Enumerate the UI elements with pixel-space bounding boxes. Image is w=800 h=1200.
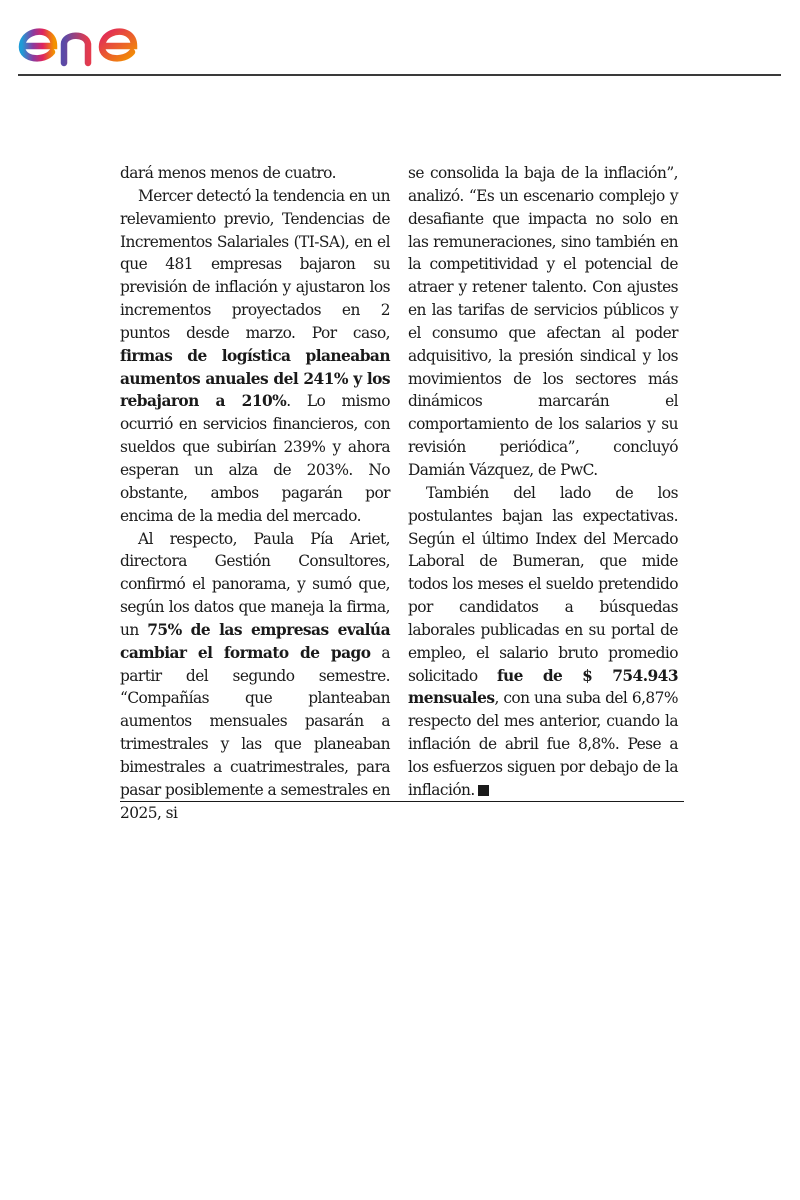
article-column-right xyxy=(408,162,678,799)
end-of-article-mark xyxy=(478,785,489,796)
article-column-left xyxy=(120,162,391,822)
enel-logo-mark xyxy=(16,4,196,72)
paragraph-text: . Lo mismo ocurrió en servicios financieros, con sueldos que subirían 239% y ahora esperan un alza de 203%. No obstante, ambos pagarán por encima de la media del mercado. xyxy=(120,392,390,525)
page-header xyxy=(0,0,800,76)
highlight-text: fue de $ 754.943 mensuales xyxy=(408,666,678,708)
header-divider xyxy=(18,74,781,76)
paragraph-text: se consolida la baja de la inflación”, analizó. “Es un escenario complejo y desafiante que impacta no solo en las remuneraciones, sino también en la competitividad y el potencial de atraer y retener talento. Con ajustes en las tarifas de servicios públicos y el consumo que afectan al poder adquisitivo, la presión sindical y los movimientos de los sectores más dinámicos marcarán el comportamiento de los salarios y su revisión periódica”, concluyó Damián Vázquez, de PwC. xyxy=(408,164,678,479)
article-body xyxy=(120,162,684,822)
paragraph-text: También del lado de los postulantes bajan las expectativas. Según el último Index del Mercado Laboral de Bumeran, que mide todos los meses el sueldo pretendido por candidatos a búsquedas laborales publicadas en su portal de empleo, el salario bruto promedio solicitado xyxy=(408,483,678,685)
paragraph-text: dará menos menos de cuatro. xyxy=(120,164,336,182)
highlight-text: firmas de logística planeaban aumentos anuales del 241% y los rebajaron a 210% xyxy=(120,346,390,411)
paragraph-text: Al respecto, Paula Pía Ariet, directora Gestión Consultores, confirmó el panorama, y sumó que, según los datos que maneja la firma, un xyxy=(120,529,390,639)
paragraph xyxy=(408,482,678,802)
paragraph-text: Mercer detectó la tendencia en un relevamiento previo, Tendencias de Incrementos Salariales (TI-SA), en el que 481 empresas bajaron su previsión de inflación y ajustaron los incrementos proyectados en 2 puntos desde marzo. Por caso, xyxy=(120,186,390,342)
paragraph-text: a partir del segundo semestre. “Compañías que planteaban aumentos mensuales pasarán a trimestrales y las que planeaban bimestrales a cuatrimestrales, para pasar posiblemente a semestrales en 2025, si xyxy=(120,643,391,822)
article-end-divider xyxy=(120,801,684,802)
highlight-text: 75% de las empresas evalúa cambiar el formato de pago xyxy=(120,620,390,662)
enel-logo xyxy=(16,4,196,72)
paragraph xyxy=(120,528,390,825)
paragraph-text: , con una suba del 6,87% respecto del mes anterior, cuando la inflación de abril fue 8,8%. Pese a los esfuerzos siguen por debajo de la inflación. xyxy=(408,689,678,799)
paragraph xyxy=(120,162,390,185)
paragraph xyxy=(408,162,678,482)
paragraph xyxy=(120,185,390,528)
